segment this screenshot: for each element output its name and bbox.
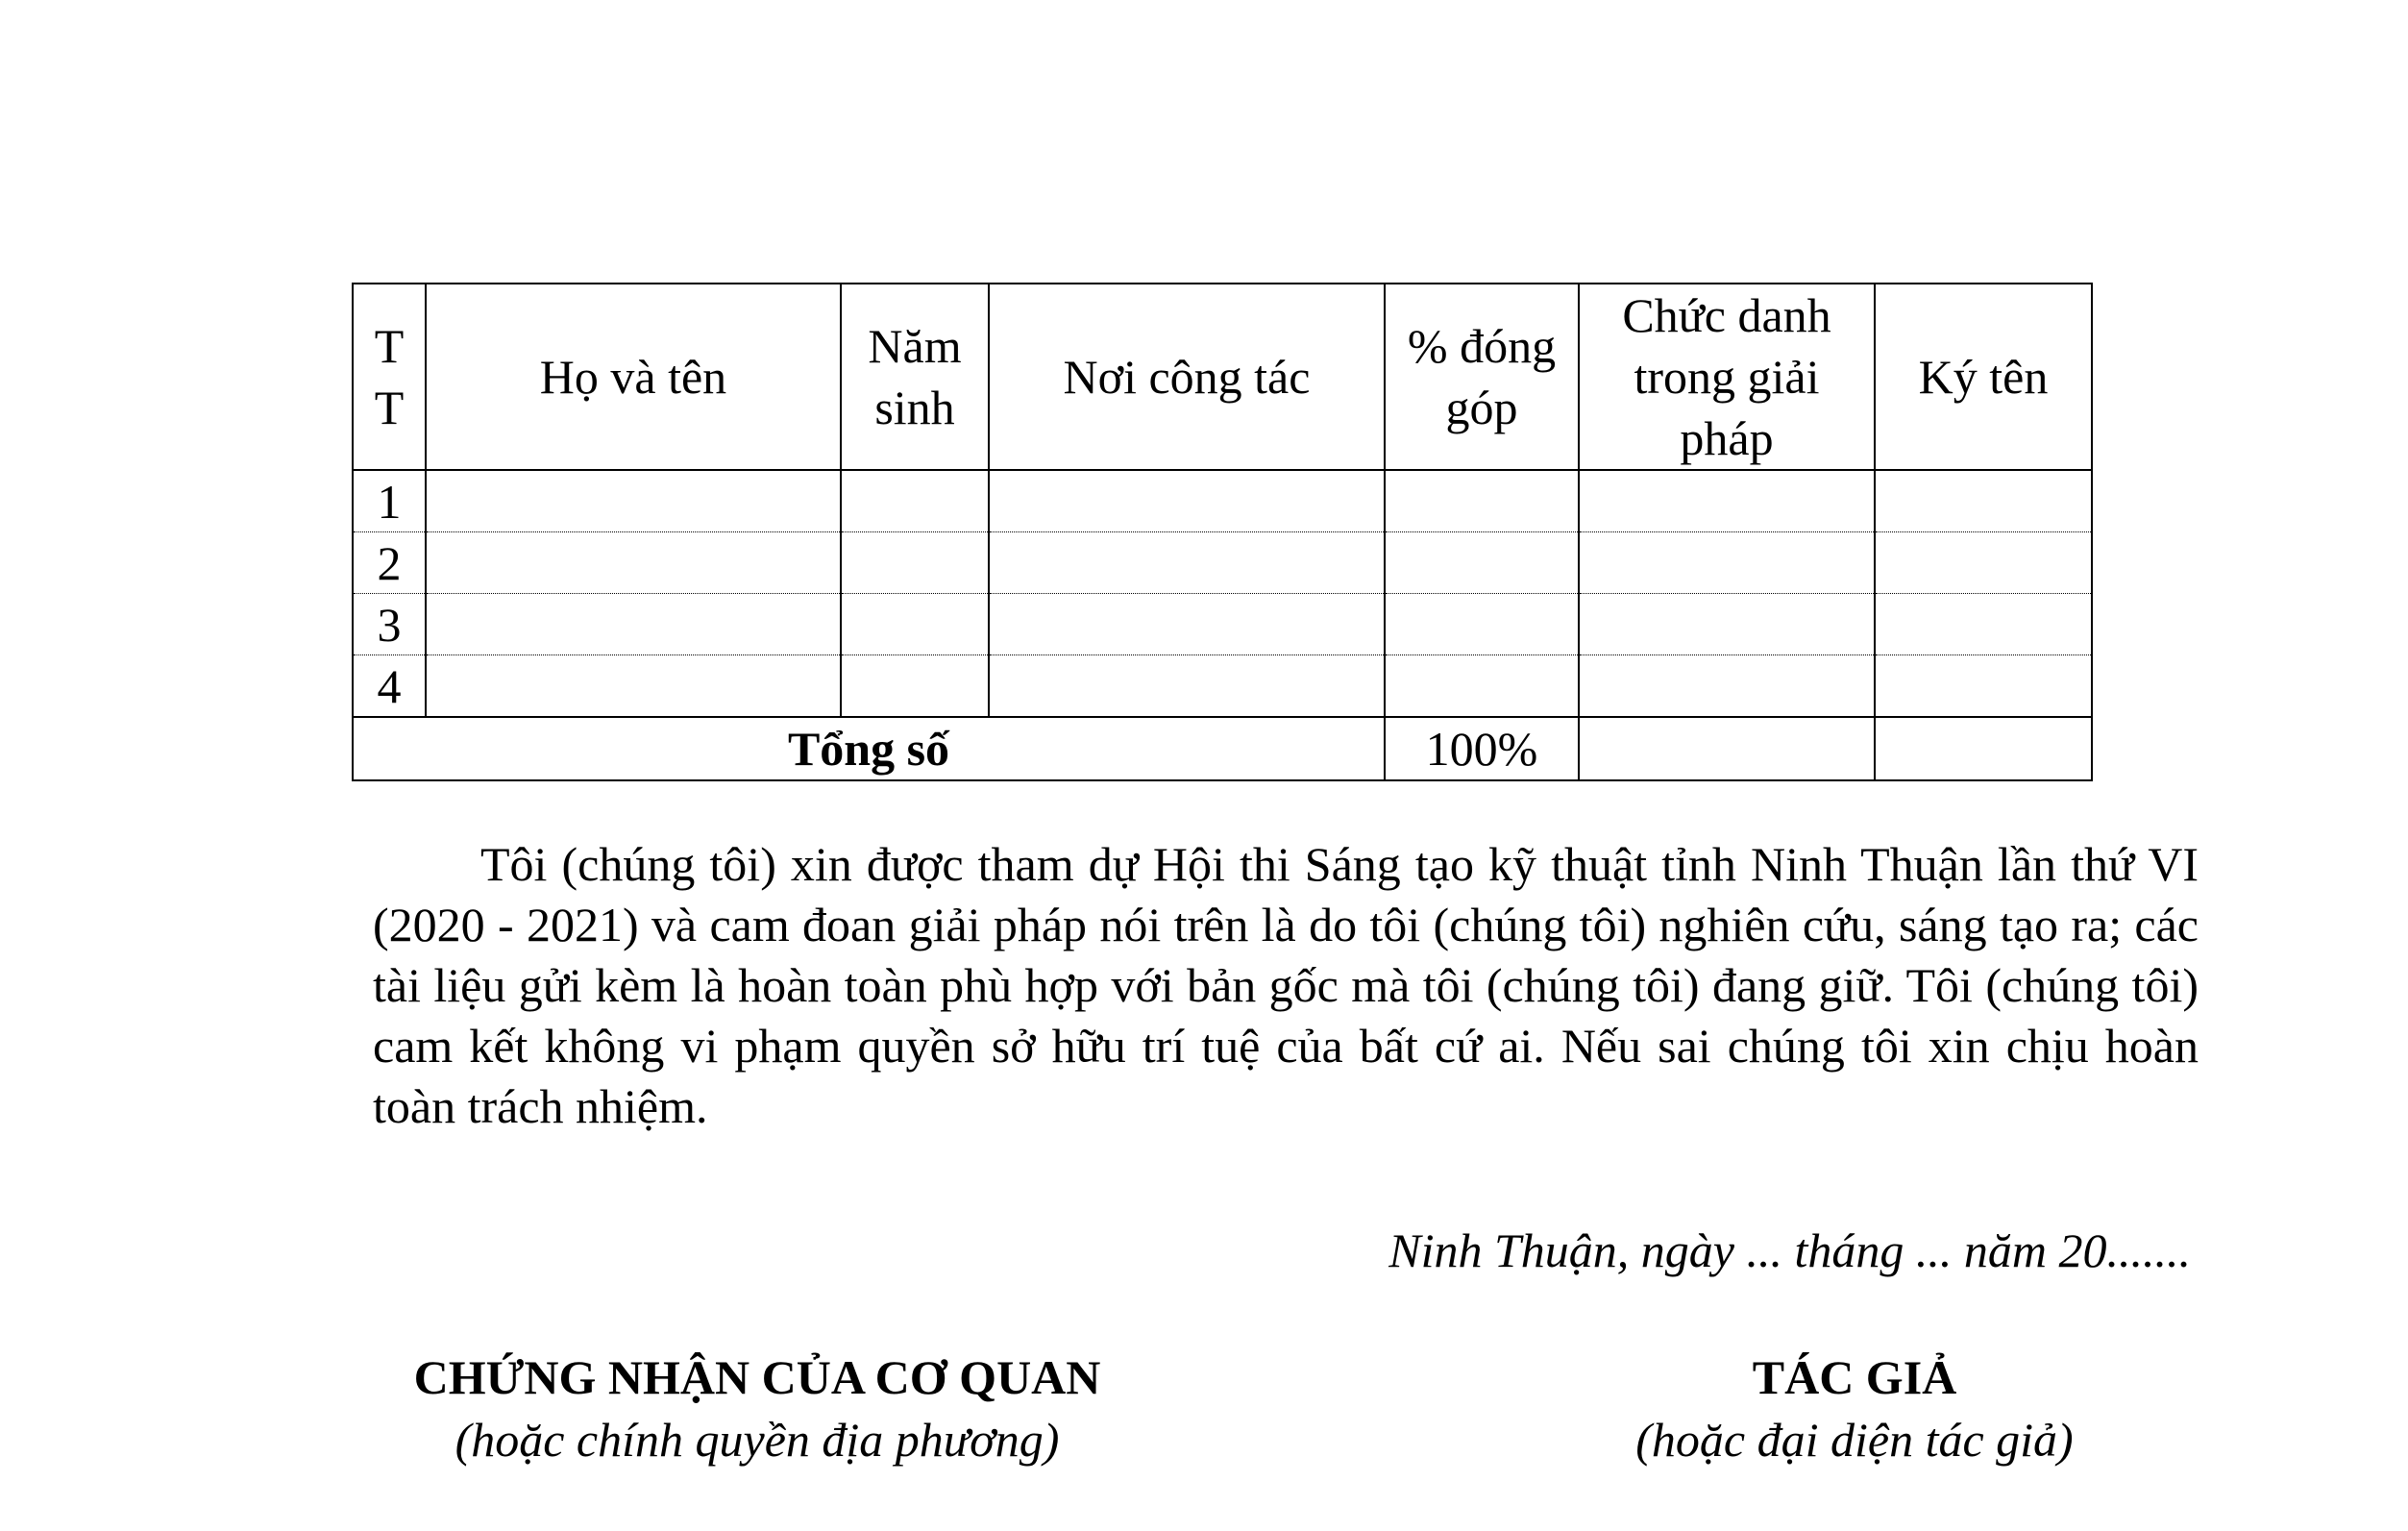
cell-contribution: [1385, 655, 1579, 718]
cell-contribution: [1385, 470, 1579, 532]
row-number: 1: [353, 470, 426, 532]
cell-role: [1579, 655, 1875, 718]
cell-signature: [1875, 532, 2092, 594]
cell-name: [426, 470, 841, 532]
header-birth-year-label: Năm sinh: [868, 319, 962, 434]
total-signature-cell: [1875, 717, 2092, 780]
header-role: [1579, 284, 1875, 470]
commitment-statement: Tôi (chúng tôi) xin được tham dự Hội thi Sáng tạo kỹ thuật tỉnh Ninh Thuận lần thứ VI (2020 - 2021) và cam đoan giải pháp nói trên là do tôi (chúng tôi) nghiên cứu, sáng tạo ra; các tài liệu gửi kèm là hoàn toàn phù hợp với bản gốc mà tôi (chúng tôi) đang giữ. Tôi (chúng tôi) cam kết không vi phạm quyền sở hữu trí tuệ của bất cứ ai. Nếu sai chúng tôi xin chịu hoàn toàn trách nhiệm.: [373, 837, 2199, 1133]
table-row: [353, 470, 2092, 532]
agency-subtitle: (hoặc chính quyền địa phương): [455, 1413, 1060, 1467]
cell-workplace: [989, 594, 1385, 655]
total-row: [353, 717, 2092, 780]
cell-role: [1579, 594, 1875, 655]
author-subtitle: (hoặc đại diện tác giả): [1635, 1413, 2074, 1467]
agency-certification-block: [373, 1346, 1142, 1470]
cell-signature: [1875, 655, 2092, 718]
header-contribution-label: % đóng góp: [1407, 319, 1557, 434]
author-signature-block: [1489, 1346, 2220, 1470]
table-row: [353, 594, 2092, 655]
total-role-cell: [1579, 717, 1875, 780]
cell-name: [426, 655, 841, 718]
cell-contribution: [1385, 532, 1579, 594]
cell-role: [1579, 532, 1875, 594]
cell-workplace: [989, 470, 1385, 532]
table-row: [353, 532, 2092, 594]
author-title: TÁC GIẢ: [1752, 1350, 1957, 1404]
header-name: Họ và tên: [426, 284, 841, 470]
row-number: 3: [353, 594, 426, 655]
cell-birth-year: [841, 594, 989, 655]
cell-workplace: [989, 655, 1385, 718]
date-line: Ninh Thuận, ngày ... tháng ... năm 20.......: [1388, 1223, 2191, 1277]
cell-name: [426, 594, 841, 655]
cell-signature: [1875, 470, 2092, 532]
header-workplace: Nơi công tác: [989, 284, 1385, 470]
cell-signature: [1875, 594, 2092, 655]
header-tt-label: T T: [374, 319, 405, 434]
total-value: 100%: [1385, 717, 1579, 780]
cell-birth-year: [841, 532, 989, 594]
total-label: Tổng số: [353, 717, 1385, 780]
table-row: [353, 655, 2092, 718]
header-signature: Ký tên: [1875, 284, 2092, 470]
cell-contribution: [1385, 594, 1579, 655]
header-row: [353, 284, 2092, 470]
row-number: 4: [353, 655, 426, 718]
header-role-label: Chức danh trong giải pháp: [1622, 288, 1831, 465]
cell-workplace: [989, 532, 1385, 594]
contributors-table: [352, 283, 2093, 781]
header-tt: [353, 284, 426, 470]
cell-birth-year: [841, 655, 989, 718]
cell-name: [426, 532, 841, 594]
row-number: 2: [353, 532, 426, 594]
agency-title: CHỨNG NHẬN CỦA CƠ QUAN: [413, 1350, 1101, 1404]
cell-role: [1579, 470, 1875, 532]
header-contribution: [1385, 284, 1579, 470]
cell-birth-year: [841, 470, 989, 532]
header-birth-year: [841, 284, 989, 470]
